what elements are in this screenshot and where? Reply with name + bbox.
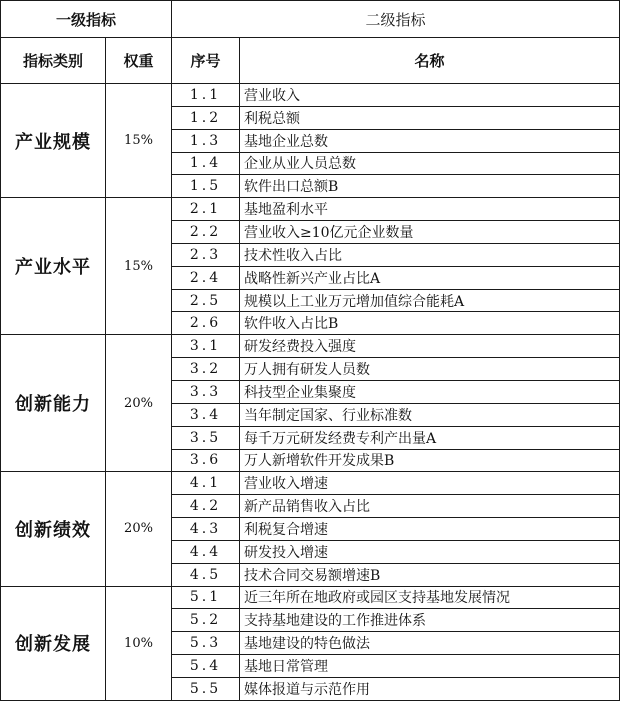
name-column-header: 名称	[240, 38, 620, 84]
seq-cell: 2.6	[172, 312, 240, 335]
indicator-name-cell: 万人拥有研发人员数	[240, 358, 620, 381]
category-cell: 创新发展	[1, 586, 106, 700]
category-cell: 创新能力	[1, 335, 106, 472]
category-cell: 产业水平	[1, 198, 106, 335]
indicator-name-cell: 每千万元研发经费专利产出量A	[240, 426, 620, 449]
seq-cell: 5.2	[172, 609, 240, 632]
indicator-name-cell: 企业从业人员总数	[240, 152, 620, 175]
category-cell: 产业规模	[1, 84, 106, 198]
level1-header: 一级指标	[1, 1, 172, 38]
indicator-name-cell: 技术性收入占比	[240, 243, 620, 266]
category-column-header: 指标类别	[1, 38, 106, 84]
seq-cell: 2.1	[172, 198, 240, 221]
seq-cell: 5.1	[172, 586, 240, 609]
table-row	[1, 472, 620, 495]
indicator-name-cell: 科技型企业集聚度	[240, 380, 620, 403]
indicator-name-cell: 技术合同交易额增速B	[240, 563, 620, 586]
table-row	[1, 335, 620, 358]
seq-cell: 1.1	[172, 84, 240, 107]
seq-cell: 3.1	[172, 335, 240, 358]
weight-cell: 20%	[106, 472, 172, 586]
seq-cell: 1.4	[172, 152, 240, 175]
seq-cell: 2.4	[172, 266, 240, 289]
indicator-name-cell: 软件收入占比B	[240, 312, 620, 335]
table-row	[1, 586, 620, 609]
seq-cell: 2.3	[172, 243, 240, 266]
indicator-name-cell: 研发经费投入强度	[240, 335, 620, 358]
indicator-name-cell: 利税总额	[240, 106, 620, 129]
weight-cell: 15%	[106, 198, 172, 335]
seq-cell: 3.5	[172, 426, 240, 449]
indicator-name-cell: 近三年所在地政府或园区支持基地发展情况	[240, 586, 620, 609]
weight-column-header: 权重	[106, 38, 172, 84]
seq-column-header: 序号	[172, 38, 240, 84]
weight-cell: 10%	[106, 586, 172, 700]
weight-cell: 20%	[106, 335, 172, 472]
indicator-name-cell: 基地日常管理	[240, 655, 620, 678]
indicator-name-cell: 支持基地建设的工作推进体系	[240, 609, 620, 632]
seq-cell: 1.2	[172, 106, 240, 129]
indicator-name-cell: 媒体报道与示范作用	[240, 677, 620, 700]
header-row-columns	[1, 38, 620, 84]
seq-cell: 2.2	[172, 221, 240, 244]
indicator-name-cell: 软件出口总额B	[240, 175, 620, 198]
indicator-name-cell: 营业收入≥10亿元企业数量	[240, 221, 620, 244]
seq-cell: 5.4	[172, 655, 240, 678]
seq-cell: 3.4	[172, 403, 240, 426]
seq-cell: 2.5	[172, 289, 240, 312]
indicator-name-cell: 规模以上工业万元增加值综合能耗A	[240, 289, 620, 312]
seq-cell: 4.1	[172, 472, 240, 495]
seq-cell: 3.3	[172, 380, 240, 403]
indicator-name-cell: 基地盈利水平	[240, 198, 620, 221]
header-row-top	[1, 1, 620, 38]
indicator-name-cell: 基地企业总数	[240, 129, 620, 152]
seq-cell: 1.3	[172, 129, 240, 152]
seq-cell: 4.3	[172, 518, 240, 541]
seq-cell: 4.4	[172, 540, 240, 563]
indicator-name-cell: 营业收入增速	[240, 472, 620, 495]
table-row	[1, 84, 620, 107]
seq-cell: 4.5	[172, 563, 240, 586]
seq-cell: 5.3	[172, 632, 240, 655]
indicator-name-cell: 万人新增软件开发成果B	[240, 449, 620, 472]
seq-cell: 3.6	[172, 449, 240, 472]
table-row	[1, 198, 620, 221]
seq-cell: 1.5	[172, 175, 240, 198]
seq-cell: 5.5	[172, 677, 240, 700]
level2-header: 二级指标	[172, 1, 620, 38]
seq-cell: 3.2	[172, 358, 240, 381]
indicator-name-cell: 战略性新兴产业占比A	[240, 266, 620, 289]
category-cell: 创新绩效	[1, 472, 106, 586]
indicator-name-cell: 营业收入	[240, 84, 620, 107]
weight-cell: 15%	[106, 84, 172, 198]
indicator-name-cell: 当年制定国家、行业标准数	[240, 403, 620, 426]
indicator-name-cell: 研发投入增速	[240, 540, 620, 563]
indicator-name-cell: 利税复合增速	[240, 518, 620, 541]
indicator-name-cell: 基地建设的特色做法	[240, 632, 620, 655]
indicator-name-cell: 新产品销售收入占比	[240, 495, 620, 518]
seq-cell: 4.2	[172, 495, 240, 518]
